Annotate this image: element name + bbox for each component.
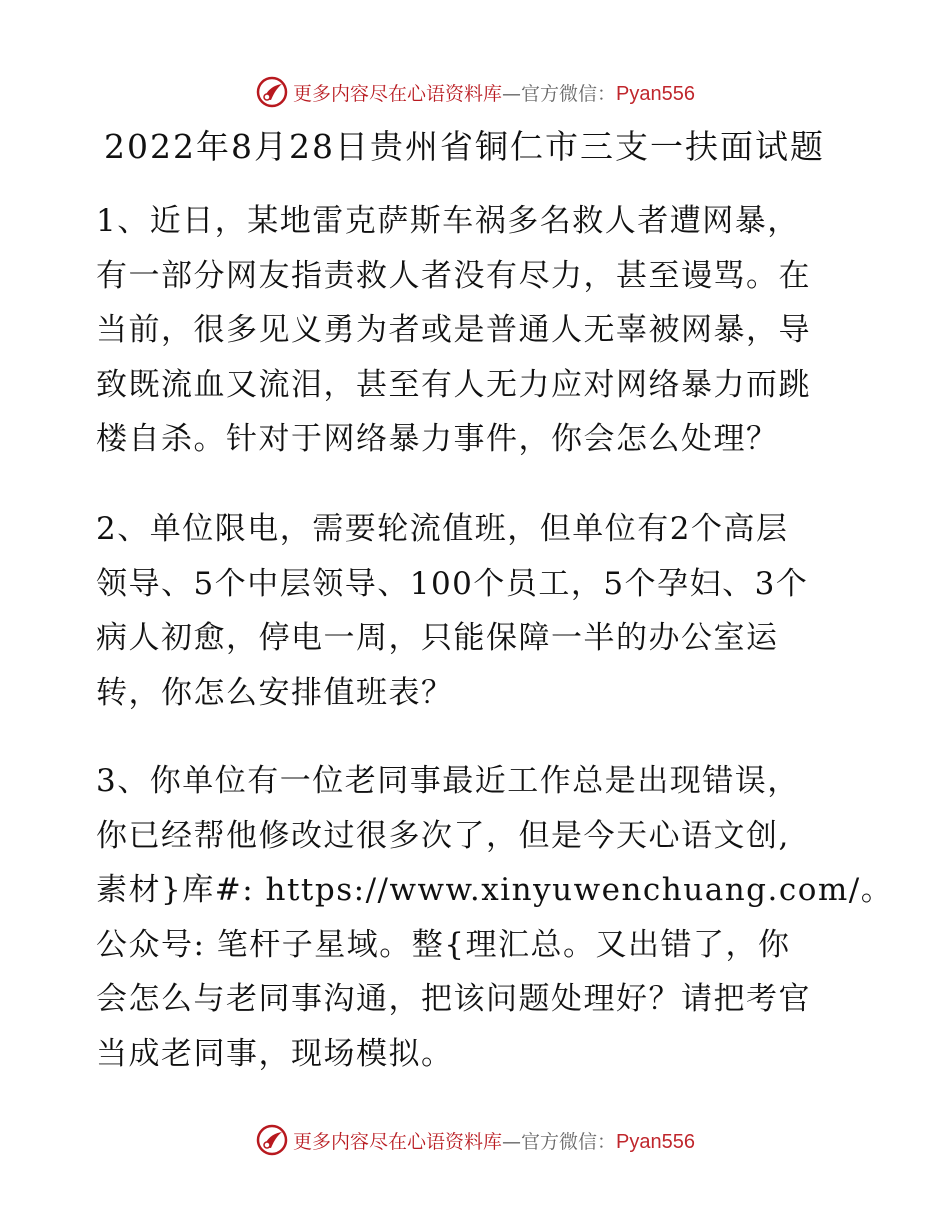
question-line: 会怎么与老同事沟通，把该问题处理好？请把考官 <box>96 981 811 1017</box>
header-watermark <box>0 72 950 112</box>
question-line: 公众号: 笔杆子星域。整{理汇总。又出错了，你 <box>96 926 791 963</box>
watermark-main: 更多内容尽在心语资料库 <box>293 82 503 105</box>
xinyu-logo-icon <box>255 75 289 109</box>
question-line: 当前，很多见义勇为者或是普通人无辜被网暴，导 <box>96 312 811 348</box>
watermark-main: 更多内容尽在心语资料库 <box>293 1130 503 1153</box>
watermark-official: —官方微信： <box>502 82 617 105</box>
question-line: 病人初愈，停电一周，只能保障一半的办公室运 <box>96 620 779 656</box>
question-3 <box>96 754 894 1081</box>
document-title: 2022年8月28日贵州省铜仁市三支一扶面试题 <box>104 127 825 166</box>
question-line: 领导、5个中层领导、100个员工，5个孕妇、3个 <box>96 565 809 602</box>
question-line: 3、你单位有一位老同事最近工作总是出现错误， <box>96 763 800 799</box>
question-line: 1、近日，某地雷克萨斯车祸多名救人者遭网暴， <box>96 203 800 239</box>
question-line: 转，你怎么安排值班表？ <box>96 674 454 711</box>
question-line: 楼自杀。针对于网络暴力事件，你会怎么处理？ <box>96 421 779 457</box>
question-line: 致既流血又流泪，甚至有人无力应对网络暴力而跳 <box>96 366 811 403</box>
watermark-official: —官方微信： <box>502 1130 617 1153</box>
xinyu-logo-icon <box>255 1123 289 1157</box>
watermark-text <box>293 1127 695 1154</box>
question-line: 当成老同事，现场模拟。 <box>96 1035 454 1072</box>
question-line: 有一部分网友指责救人者没有尽力，甚至谩骂。在 <box>96 257 811 294</box>
watermark-wechat-id: Pyan556 <box>616 1130 695 1153</box>
question-1 <box>96 194 861 467</box>
watermark-wechat-id: Pyan556 <box>616 82 695 105</box>
question-2 <box>96 502 861 720</box>
question-line: 2、单位限电，需要轮流值班，但单位有2个高层 <box>96 511 789 547</box>
watermark-text <box>293 79 695 106</box>
question-line: 你已经帮他修改过很多次了，但是今天心语文创, <box>96 817 790 854</box>
question-line: 素材}库#: https://www.xinyuwenchuang.com/。 <box>96 872 894 908</box>
footer-watermark <box>0 1120 950 1160</box>
